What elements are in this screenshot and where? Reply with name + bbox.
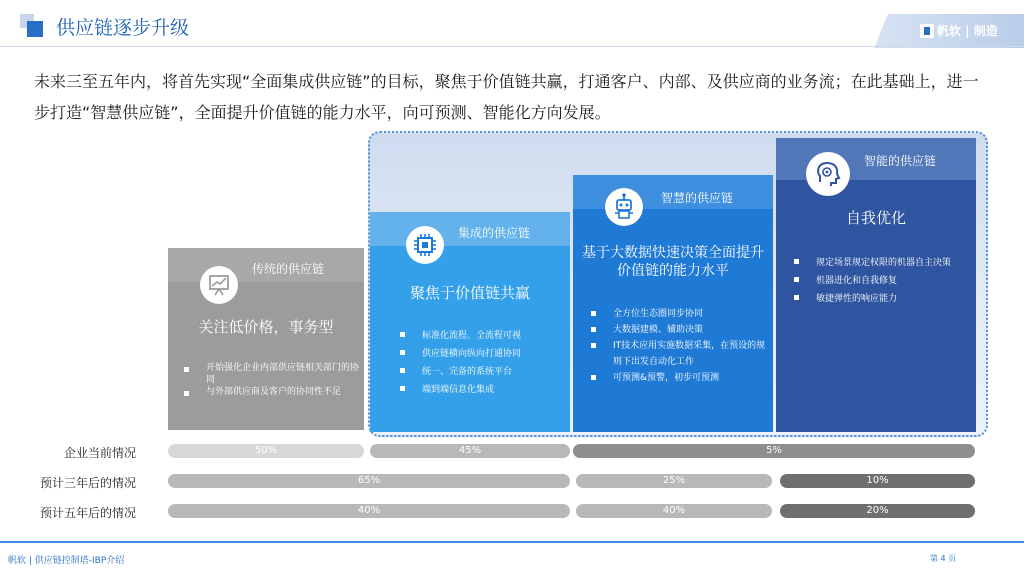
- share-bar-smart: 40%: [576, 504, 772, 518]
- footer-caption: 帆软 | 供应链控制塔-IBP介绍: [8, 556, 125, 566]
- stage-headline: 聚焦于价值链共赢: [409, 284, 530, 302]
- bullet-item: 全方位生态圈同步协同: [589, 306, 771, 322]
- bullet-item: 统一、完备的系统平台: [398, 363, 568, 381]
- stage-name: 智慧的供应链: [661, 191, 734, 205]
- bullet-item: 与外部供应商及客户的协同性不足: [182, 386, 362, 398]
- stage-bullets: [589, 306, 771, 386]
- stage-smart: [573, 175, 773, 432]
- bullet-item: 大数据建模、辅助决策: [589, 322, 771, 338]
- page-title: 供应链逐步升级: [56, 17, 190, 39]
- bullet-item: 标准化流程、全流程可视: [398, 327, 568, 345]
- stage-headline: 自我优化: [845, 209, 906, 227]
- stage-headline: 基于大数据快速决策全面提升价值链的能力水平: [582, 245, 764, 279]
- row-label-five-years: 预计五年后的情况: [39, 506, 136, 520]
- stage-bullets: [182, 362, 362, 398]
- stage-headline: 关注低价格，事务型: [198, 318, 334, 336]
- share-bar-smart-intelligent: 5%: [573, 444, 975, 458]
- share-bar-integrated: 45%: [370, 444, 570, 458]
- row-label-three-years: 预计三年后的情况: [39, 476, 136, 490]
- page-number: 第 4 页: [930, 554, 957, 563]
- fanruan-logo-icon: [920, 24, 934, 38]
- footer-divider: [0, 541, 1024, 543]
- header-divider: [0, 46, 1024, 47]
- brand-logo-text: 帆软 | 制造: [937, 24, 998, 38]
- bullet-item: 供应链横向纵向打通协同: [398, 345, 568, 363]
- share-bar-traditional-integrated: 40%: [168, 504, 570, 518]
- stage-bullets: [398, 327, 568, 399]
- bullet-item: 开始强化企业内部供应链相关部门的协同: [182, 362, 362, 386]
- share-bar-traditional: 50%: [168, 444, 364, 458]
- stage-name: 传统的供应链: [252, 262, 325, 276]
- stage-body: [168, 282, 364, 430]
- row-label-current: 企业当前情况: [63, 446, 136, 460]
- stage-name: 智能的供应链: [864, 154, 937, 168]
- share-bar-intelligent: 20%: [780, 504, 975, 518]
- chart-board-icon: [200, 266, 238, 304]
- stage-bullets: [792, 254, 974, 308]
- bullet-item: 端到端信息化集成: [398, 381, 568, 399]
- bullet-item: 规定场景规定权限的机器自主决策: [792, 254, 974, 272]
- bullet-item: 可预测&预警，初步可预测: [589, 370, 771, 386]
- robot-icon: [605, 188, 643, 226]
- bullet-item: 机器进化和自我修复: [792, 272, 974, 290]
- title-deco-square-accent: [27, 21, 43, 37]
- brain-head-icon: [806, 152, 850, 196]
- share-bar-traditional-integrated: 65%: [168, 474, 570, 488]
- intro-paragraph: 未来三至五年内，将首先实现“全面集成供应链”的目标，聚焦于价值链共赢，打通客户、内部、及供应商的业务流；在此基础上，进一步打造“智慧供应链”，全面提升价值链的能力水平，向可预测、智能化方向发展。: [34, 72, 979, 122]
- chip-icon: [406, 226, 444, 264]
- stage-name: 集成的供应链: [458, 226, 531, 240]
- bullet-item: IT技术应用实施数据采集，在预设的规则下出发自动化工作: [589, 338, 771, 370]
- share-bar-smart: 25%: [576, 474, 772, 488]
- bullet-item: 敏捷弹性的响应能力: [792, 290, 974, 308]
- stage-integrated: [370, 212, 570, 432]
- share-bar-intelligent: 10%: [780, 474, 975, 488]
- stage-intelligent: [776, 138, 976, 432]
- stage-traditional: [168, 248, 364, 430]
